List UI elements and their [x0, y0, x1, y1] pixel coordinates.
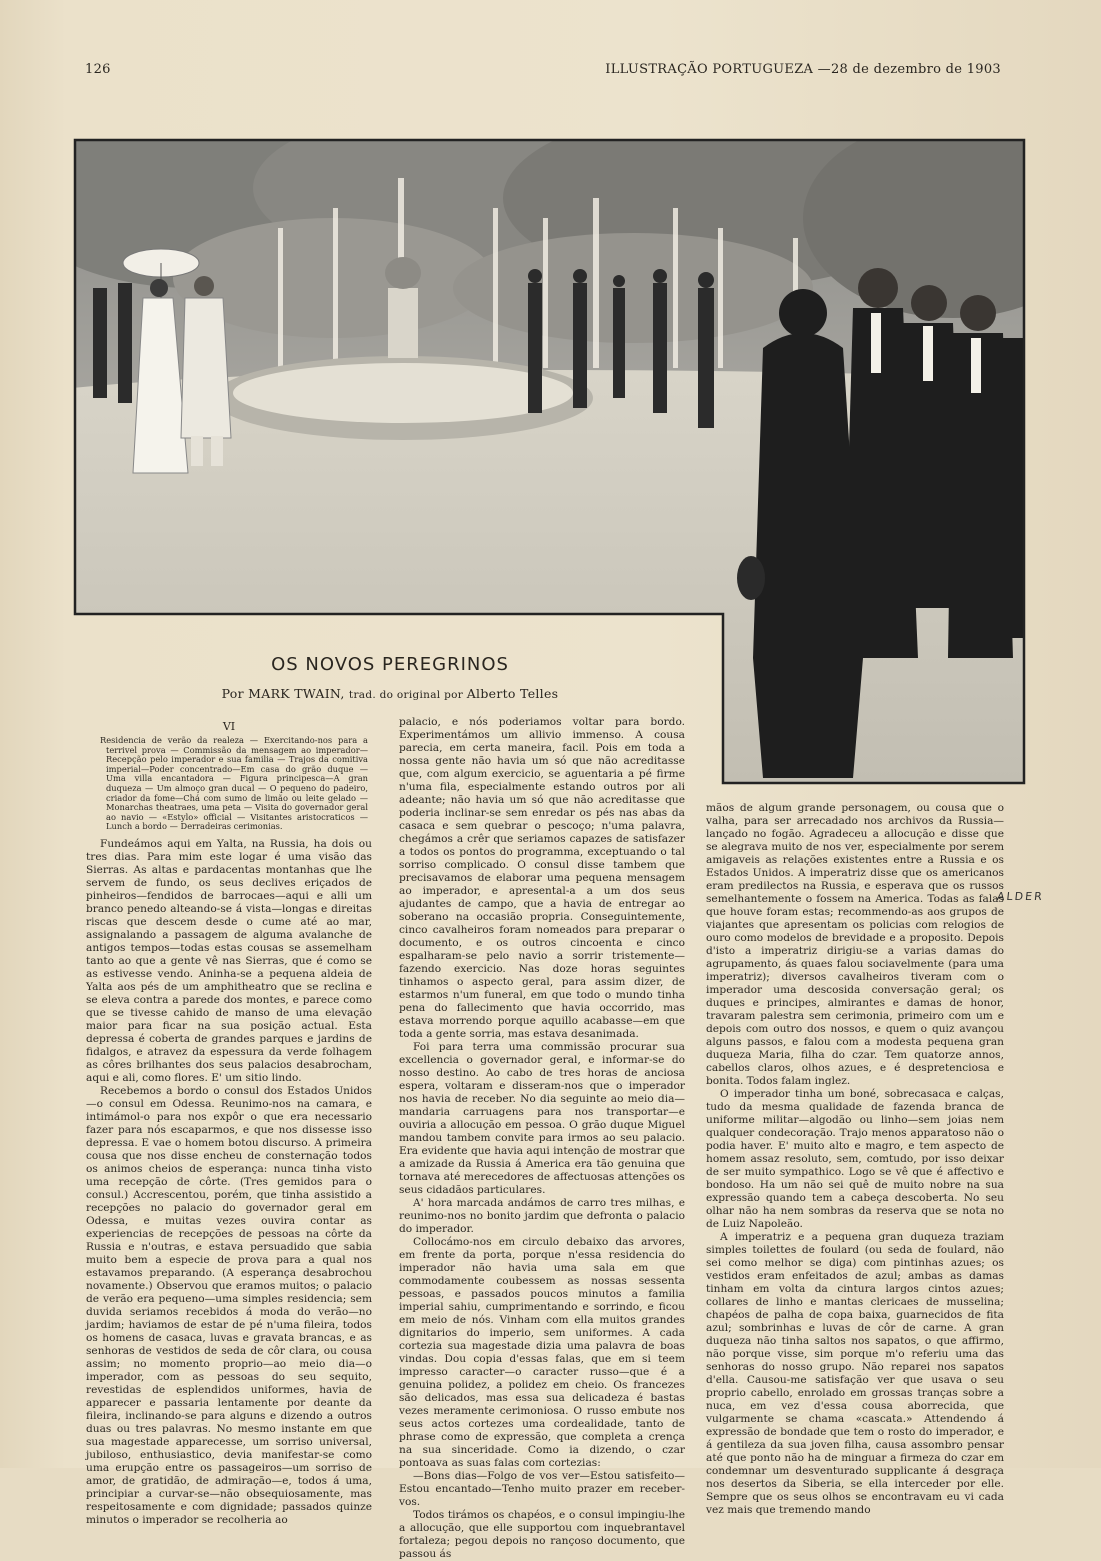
paragraph: Recebemos a bordo o consul dos Estados Unidos—o consul em Odessa. Reunimo-nos na camara, e intimámol-o para nos expôr o que era necessario fazer para nós escaparmos, e que nos dissesse isso depressa. E vae o homem botou discurso. A primeira cousa que nos disse encheu de consternação todos os animos cheios de esperança: nunca tinha visto uma recepção de côrte. (Tres gemidos para o consul.) Accrescentou, porém, que tinha assistido a recepções no palacio do governador geral em Odessa, e muitas vezes ouvira contar as experiencias de recepções de pessoas na côrte da Russia e n'outras, e estava persuadido que sabia muito bem a especie de prova para a qual nos estavamos preparando. (A esperança desabrochou novamente.) Observou que eramos muitos; o palacio de verão era pequeno—uma simples residencia; sem duvida seriamos recebidos á moda do verão—no jardim; haviamos de estar de pé n'uma fileira, todos os homens de casaca, luvas e gravata brancas, e as senhoras de vestidos de seda de côr clara, ou cousa assim; no momento proprio—ao meio dia—o imperador, com as pessoas do seu sequito, revestidas de esplendidos uniformes, havia de apparecer e passaria lentamente por deante da fileira, inclinando-se para alguns e dizendo a outros duas ou tres palavras. No mesmo instante em que sua magestade apparecesse, um sorriso universal, jubiloso, enthusiastico, devia manifestar-se como uma erupção entre os passageiros—um sorriso de amor, de gratidão, de admiração—e, todos á uma, principiar a curvar-se—não obsequiosamente, mas respeitosamente e com dignidade; passados quinze minutos o imperador se recolheria ao: [86, 1085, 372, 1526]
byline: [180, 686, 600, 701]
page-number: 126: [85, 62, 111, 77]
running-head: [85, 62, 1001, 82]
text-column-3: [706, 802, 1004, 1517]
article-title: OS NOVOS PEREGRINOS: [271, 654, 509, 675]
paragraph: mãos de algum grande personagem, ou cousa que o valha, para ser arrecadado nos archivos da Russia—lançado no fogão. Agradeceu a allocução e disse que se alegrava muito de nos ver, especialmente por serem amigaveis as relações existentes entre a Russia e os Estados Unidos. A imperatriz disse que os americanos eram predilectos na Russia, e esperava que os russos semelhantemente o fossem na America. Todas as falas que houve foram estas; recommendo-as aos grupos de viajantes que apresentam os policias com relogios de ouro como modelos de brevidade e a proposito. Depois d'isto a imperatriz dirigiu-se a varias damas do agrupamento, ás quaes falou sociavelmente (para uma imperatriz); diversos cavalheiros tiveram com o imperador uma descosida conversação geral; os duques e principes, almirantes e damas de honor, travaram palestra sem cerimonia, primeiro com um e depois com outro dos nossos, e quem o quiz avançou alguns passos, e falou com a modesta pequena gran duqueza Maria, filha do czar. Tem quatorze annos, cabellos claros, olhos azues, e é despretenciosa e bonita. Todos falam inglez.: [706, 802, 1004, 1087]
paragraph: Foi para terra uma commissão procurar sua excellencia o governador geral, e informar-se do nosso destino. Ao cabo de tres horas de anciosa espera, voltaram e disseram-nos que o imperador nos havia de receber. No dia seguinte ao meio dia—mandaria carruagens para nos transportar—e ouviria a allocução em pessoa. O grão duque Miguel mandou tambem convite para irmos ao seu palacio. Era evidente que havia aqui intenção de mostrar que a amizade da Russia á America era tão genuina que tornava até merecedores de affectuosas attenções os seus cidadãos particulares.: [399, 1041, 685, 1196]
byline-author: Por MARK TWAIN,: [221, 686, 349, 701]
chapter-summary: Residencia de verão da realeza — Exercitando-nos para a terrivel prova — Commissão da mensagem ao imperador—Recepção pelo imperador e sua familia — Trajos da comitiva imperial—Poder concentrado—Em casa do grão duque — Uma villa encantadora — Figura principesca—A gran duqueza — Um almoço gran ducal — O pequeno do padeiro, criador da fome—Chá com sumo de limão ou leite gelado — Monarchas theatraes, uma peta — Visita do governador geral ao navio — «Estylo» official — Visitantes aristocraticos — Lunch a bordo — Derradeiras cerimonias.: [100, 735, 368, 832]
paragraph: Todos tirámos os chapéos, e o consul impingiu-lhe a allocução, que elle supportou com inquebrantavel fortaleza; pegou depois no rançoso documento, que passou ás: [399, 1509, 685, 1560]
paragraph: palacio, e nós poderiamos voltar para bordo. Experimentámos um allivio immenso. A cousa parecia, em certa maneira, facil. Pois em toda a nossa gente não havia um só que não acreditasse que, com algum exercicio, se aguentaria a pé firme n'uma fila, especialmente estando outros por ali adeante; não havia um só que não acreditasse que poderia inclinar-se sem enredar os pés nas abas da casaca e sem quebrar o pescoço; n'uma palavra, chegámos a crêr que seriamos capazes de satisfazer a todos os pontos do programma, exceptuando o tal sorriso complicado. O consul disse tambem que precisavamos de elaborar uma pequena mensagem ao imperador, e apresental-a a um dos seus ajudantes de campo, que a havia de entregar ao soberano na occasião propria. Conseguintemente, cinco cavalheiros foram nomeados para preparar o documento, e os outros cincoenta e cinco espalharam-se pelo navio a sorrir tristemente—fazendo exercicio. Nas doze horas seguintes tinhamos o aspecto geral, para assim dizer, de estarmos n'um funeral, em que todo o mundo tinha pena do fallecimento que havia occorrido, mas estava morrendo porque aquillo acabasse—em que toda a gente sorria, mas estava desanimada.: [399, 716, 685, 1040]
publication-title-date: ILLUSTRAÇÃO PORTUGUEZA —28 de dezembro de 1903: [605, 62, 1001, 77]
paragraph: —Bons dias—Folgo de vos ver—Estou satisfeito—Estou encantado—Tenho muito prazer em receber-vos.: [399, 1470, 685, 1508]
byline-translation: trad. do original por: [348, 689, 467, 701]
paragraph: A' hora marcada andámos de carro tres milhas, e reunimo-nos no bonito jardim que defronta o palacio do imperador.: [399, 1197, 685, 1235]
text-column-2: [399, 716, 685, 1561]
byline-translator: Alberto Telles: [466, 686, 559, 701]
paragraph: A imperatriz e a pequena gran duqueza traziam simples toilettes de foulard (ou seda de foulard, não sei como melhor se diga) com pintinhas azues; os vestidos eram enfeitados de azul; ambas as damas tinham em volta da cintura largos cintos azues; collares de linho e mantas clericaes de musselina; chapéos de palha de copa baixa, guarnecidos de fita azul; sombrinhas e luvas de côr de carne. A gran duqueza não tinha saltos nos sapatos, o que affirmo, não porque visse, sim porque m'o referiu uma das senhoras do nosso grupo. Não reparei nos sapatos d'ella. Causou-me satisfação ver que usava o seu proprio cabello, enrolado em grossas tranças sobre a nuca, em vez d'essa cousa aborrecida, que vulgarmente se chama «cascata.» Attendendo á expressão de bondade que tem o rosto do imperador, e á gentileza da sua joven filha, causa assombro pensar até que ponto não ha de minguar a firmeza do czar em condemnar um desventurado supplicante á desgraça nos desertos da Siberia, se ella interceder por elle. Sempre que os seus olhos se encontravam eu vi cada vez mais que tremendo mando: [706, 1231, 1004, 1516]
paragraph: Fundeámos aqui em Yalta, na Russia, ha dois ou tres dias. Para mim este logar é uma visão das Sierras. As altas e pardacentas montanhas que lhe servem de fundo, os seus declives eriçados de pinheiros—fendidos de barrocaes—aqui e alli um branco penedo alteando-se á vista—longas e direitas riscas que descem desde o cume até ao mar, assignalando a passagem de alguma avalanche de antigos tempos—todas estas cousas se assemelham tanto ao que a gente vê nas Sierras, que é como se as estivesse vendo. Aninha-se a pequena aldeia de Yalta aos pés de um amphitheatro que se reclina e se eleva contra a parede dos montes, e parece como que se tivesse cahido de manso de uma elevação maior para ficar na sua posição actual. Esta depressa é coberta de grandes parques e jardins de fidalgos, e atravez da espessura da verde folhagem as côres brilhantes dos seus palacios desabrocham, aqui e ali, como flores. E' um sitio lindo.: [86, 838, 372, 1084]
paragraph: O imperador tinha um boné, sobrecasaca e calças, tudo da mesma qualidade de fazenda branca de uniforme militar—algodão ou linho—sem joias nem qualquer condecoração. Trajo menos apparatoso não o podia haver. E' muito alto e magro, e tem aspecto de homem assaz resoluto, sem, comtudo, por isso deixar de ser muito sympathico. Logo se vê que é affectivo e bondoso. Ha um não sei quê de muito nobre na sua expressão quando tem a cabeça descoberta. No seu olhar não ha nem sombras da reserva que se nota no de Luiz Napoleão.: [706, 1088, 1004, 1230]
text-column-1: [86, 838, 372, 1527]
paragraph: Collocámo-nos em circulo debaixo das arvores, em frente da porta, porque n'essa residencia do imperador não havia uma sala em que commodamente coubessem as nossas sessenta pessoas, e passados poucos minutos a familia imperial sahiu, cumprimentando e sorrindo, e ficou em meio de nós. Vinham com ella muitos grandes dignitarios do imperio, sem uniformes. A cada cortezia sua magestade dizia uma palavra de boas vindas. Dou copia d'essas falas, que em si teem impresso caracter—o caracter russo—que é a genuina polidez, a polidez em cheio. Os francezes são delicados, mas essa sua delicadeza é bastas vezes meramente cerimoniosa. O russo embute nos seus actos cortezes uma cordealidade, tanto de phrase como de expressão, que completa a crença na sua sinceridade. Como ia dizendo, o czar pontoava as suas falas com cortezias:: [399, 1236, 685, 1469]
chapter-number: VI: [222, 720, 236, 733]
artist-signature: ALDER: [996, 890, 1045, 903]
